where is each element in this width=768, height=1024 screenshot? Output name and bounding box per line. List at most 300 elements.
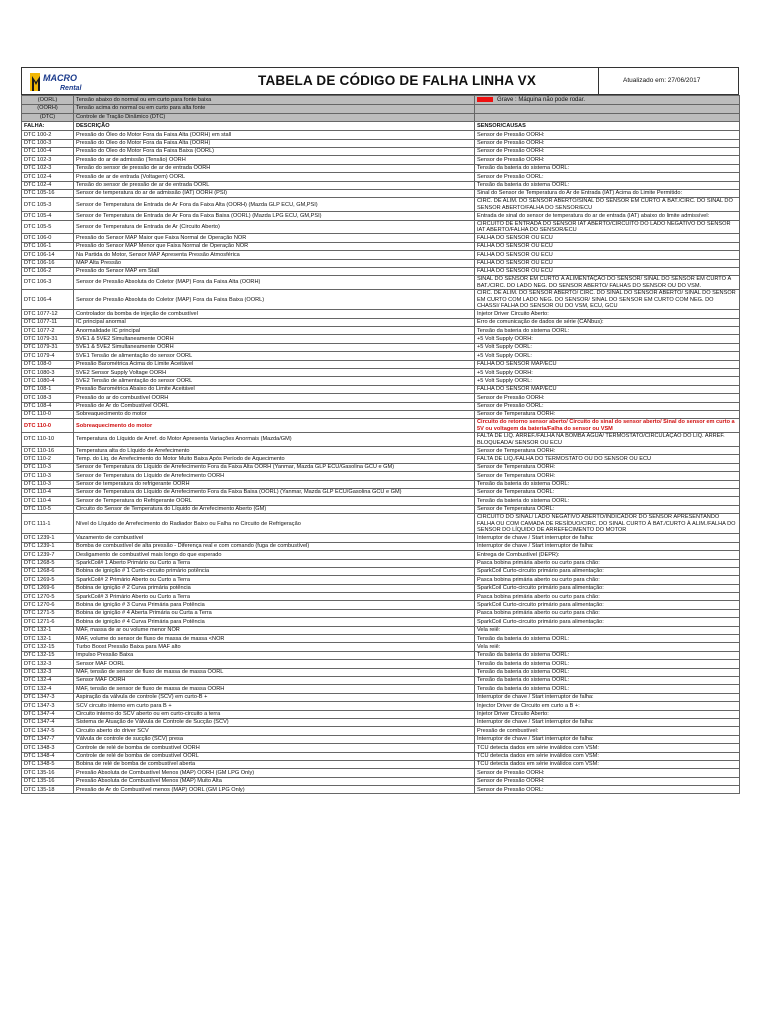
fault-code-cell: DTC 132-1 (22, 626, 74, 634)
table-row (22, 651, 740, 659)
table-row (22, 488, 740, 496)
table-row (22, 463, 740, 471)
description-cell: Sensor de temperatura do refrigerante OORH (74, 480, 475, 488)
table-row (22, 267, 740, 275)
fault-code-cell: DTC 132-4 (22, 685, 74, 693)
table-row (22, 702, 740, 710)
description-cell: 5VE1 & 5VE2 Simultaneamente OORH (74, 343, 475, 351)
fault-code-cell: DTC 1347-5 (22, 727, 74, 735)
cause-cell: Tensão da bateria do sistema OORL: (475, 685, 740, 693)
table-row (22, 551, 740, 559)
legend-row-dtc (22, 113, 740, 122)
legend-description: Controle de Tração Dinâmico (DTC) (74, 113, 475, 122)
fault-code-cell: DTC 102-4 (22, 181, 74, 189)
fault-code-cell: DTC 1348-4 (22, 752, 74, 760)
table-row (22, 360, 740, 368)
legend-row-oorh (22, 104, 740, 113)
cause-cell: Circuito do retorno sensor aberto/ Circuito do sinal do sensor aberto/ Sinal do sensor em curto a 5V ou voltagem da bateria/Falha do sensor ou VSM (475, 419, 740, 433)
cause-cell: Entrega de Combustível (DEPR): (475, 551, 740, 559)
fault-code-cell: DTC 100-4 (22, 147, 74, 155)
fault-code-cell: DTC 105-16 (22, 189, 74, 197)
description-cell: Controle de relé de bomba de combustível OORH (74, 744, 475, 752)
cause-cell: Tensão da bateria do sistema OORL: (475, 660, 740, 668)
fault-code-cell: DTC 135-18 (22, 786, 74, 794)
fault-code-cell: DTC 1347-3 (22, 693, 74, 701)
table-row (22, 505, 740, 513)
table-row (22, 542, 740, 550)
description-cell: Tensão do sensor de pressão de ar de entrada OORH (74, 164, 475, 172)
table-row (22, 139, 740, 147)
description-cell: Pressão do Sensor MAP em Stall (74, 267, 475, 275)
fault-code-cell: DTC 110-2 (22, 455, 74, 463)
description-cell: SparkCoil# 2 Primário Aberto ou Curto a Terra (74, 576, 475, 584)
table-row (22, 327, 740, 335)
cause-cell: Tensão da bateria do sistema OORL: (475, 651, 740, 659)
cause-cell: Sensor de Pressão OORL: (475, 786, 740, 794)
description-cell: MAP Alta Pressão (74, 259, 475, 267)
table-row (22, 643, 740, 651)
table-row (22, 310, 740, 318)
column-header-causes: SENSOR/CAUSAS (475, 122, 740, 131)
table-row (22, 497, 740, 505)
cause-cell: SINAL DO SENSOR EM CURTO À ALIMENTAÇÃO DO SENSOR/ SINAL DO SENSOR EM CURTO À BAT./CIRC. DO LADO NEG. DO SENSOR ABERTO/ FALHAS DO SENSOR OU DO VSM. (475, 276, 740, 290)
cause-cell: FALHA DO SENSOR MAP/ECU (475, 360, 740, 368)
description-cell: Vazamento de combustível (74, 534, 475, 542)
table-row (22, 618, 740, 626)
description-cell: Sensor de Temperatura do Líquido de Arrefecimento Fora da Faixa Alta OORH (Yanmar, Mazda GLP ECU/Gasolina GCU e GM) (74, 463, 475, 471)
legend-note (475, 113, 740, 122)
legend-code: (OORL) (22, 96, 74, 105)
description-cell: Sensor de Pressão Absoluta do Coletor (MAP) Fora da Faixa Alta (OORH) (74, 276, 475, 290)
description-cell: SCV circuito interno em curto para B + (74, 702, 475, 710)
table-row (22, 212, 740, 220)
description-cell: Pressão do ar de admissão (Tensão) OORH (74, 156, 475, 164)
description-cell: Pressão do ar do combustível OORH (74, 394, 475, 402)
table-row (22, 593, 740, 601)
cause-cell: Tensão da bateria do sistema OORL: (475, 668, 740, 676)
table-row (22, 601, 740, 609)
table-row (22, 735, 740, 743)
description-cell: Nível do Líquido de Arrefecimento do Radiador Baixo ou Falha no Circuito de Refrigeração (74, 514, 475, 534)
table-row (22, 559, 740, 567)
description-cell: Bobina de relé de bomba de combustível aberta (74, 760, 475, 768)
fault-code-cell: DTC 1077-11 (22, 318, 74, 326)
fault-code-cell: DTC 1239-1 (22, 534, 74, 542)
fault-code-cell: DTC 108-3 (22, 394, 74, 402)
fault-code-cell: DTC 111-1 (22, 514, 74, 534)
description-cell: Pressão do Óleo do Motor Fora da Faixa Baixa (OORL) (74, 147, 475, 155)
table-row (22, 677, 740, 685)
description-cell: Controlador da bomba de injeção de combustível (74, 310, 475, 318)
table-row (22, 131, 740, 139)
fault-code-cell: DTC 1079-31 (22, 343, 74, 351)
table-row (22, 156, 740, 164)
description-cell: Bobina de ignição # 4 Aberta Primária ou Curta a Terra (74, 609, 475, 617)
fault-code-cell: DTC 110-3 (22, 463, 74, 471)
fault-code-cell: DTC 132-3 (22, 668, 74, 676)
cause-cell: Vela reiê: (475, 626, 740, 634)
fault-code-cell: DTC 1348-3 (22, 744, 74, 752)
cause-cell: Sensor de Pressão OORH: (475, 131, 740, 139)
fault-code-cell: DTC 110-0 (22, 419, 74, 433)
description-cell: Circuito aberto do driver SCV (74, 727, 475, 735)
cause-cell: Tensão da bateria do sistema OORL: (475, 635, 740, 643)
fault-code-cell: DTC 1347-7 (22, 735, 74, 743)
table-row (22, 685, 740, 693)
description-cell: Bomba de combustível de alta pressão - Diferença real e com comando (fuga de combustível) (74, 542, 475, 550)
table-row (22, 251, 740, 259)
table-row (22, 419, 740, 433)
fault-code-cell: DTC 110-3 (22, 480, 74, 488)
cause-cell: +5 Volt Supply OORL: (475, 343, 740, 351)
cause-cell: Tensão da bateria do sistema OORL: (475, 181, 740, 189)
description-cell: Pressão de Ar do Combustível menos (MAP) OORL (GM LPG Only) (74, 786, 475, 794)
table-row (22, 352, 740, 360)
cause-cell: Pasca bobina primária aberto ou curto para chão: (475, 576, 740, 584)
fault-code-cell: DTC 106-4 (22, 290, 74, 310)
cause-cell: Interruptor de chave / Start interruptor de falha: (475, 534, 740, 542)
fault-code-cell: DTC 1270-5 (22, 593, 74, 601)
fault-code-cell: DTC 108-1 (22, 385, 74, 393)
severity-swatch (477, 97, 493, 102)
description-cell: Sobreaquecimento do motor (74, 411, 475, 419)
cause-cell: TCU detecta dados em série inválidos com VSM: (475, 752, 740, 760)
severity-note: Grave : Máquina não pode rodar. (497, 96, 586, 103)
fault-code-cell: DTC 1077-2 (22, 327, 74, 335)
table-row (22, 385, 740, 393)
cause-cell: Tensão da bateria do sistema OORL: (475, 164, 740, 172)
table-row (22, 276, 740, 290)
table-row (22, 259, 740, 267)
cause-cell: Tensão da bateria do sistema OORL: (475, 327, 740, 335)
description-cell: Sensor MAF OORL (74, 660, 475, 668)
description-cell: Pressão do Sensor MAP Menor que Faixa Normal de Operação NOR (74, 242, 475, 250)
description-cell: Pressão do Óleo do Motor Fora da Faixa Alta (OORH) em stall (74, 131, 475, 139)
table-row (22, 777, 740, 785)
cause-cell: CIRCUITO DO SINAL/ LADO NEGATIVO ABERTO/INDICADOR DO SENSOR APRESENTANDO FALHA OU COM CAMADA DE RESÍDUO/CIRC. DO SINAL CURTO À BAT./CURTO À ALIM./FALHA DO SENSOR DO LÍQUIDO DE ARREFECIMENTO DO MOTOR (475, 514, 740, 534)
table-row (22, 455, 740, 463)
fault-code-cell: DTC 1077-12 (22, 310, 74, 318)
description-cell: Temperatura do Líquido de Arref. do Motor Apresenta Variações Anormais (Mazda/GM) (74, 433, 475, 447)
fault-code-cell: DTC 105-3 (22, 198, 74, 212)
fault-code-cell: DTC 132-1 (22, 635, 74, 643)
fault-code-cell: DTC 106-14 (22, 251, 74, 259)
description-cell: Sensor de Temperatura de Entrada de Ar Fora da Faixa Alta (OORH) (Mazda GLP ECU, GM,PSI) (74, 198, 475, 212)
cause-cell: FALHA DO SENSOR OU ECU (475, 267, 740, 275)
fault-code-cell: DTC 1239-1 (22, 542, 74, 550)
description-cell: Pressão Absoluta de Combustível Menos (MAP) OORH (GM LPG Only) (74, 769, 475, 777)
cause-cell: Interruptor de chave / Start interruptor de falha: (475, 718, 740, 726)
cause-cell: Sensor de Pressão OORL: (475, 173, 740, 181)
table-row (22, 447, 740, 455)
description-cell: Turbo Boost Pressão Baixa para MAF alto (74, 643, 475, 651)
table-row (22, 576, 740, 584)
cause-cell: Interruptor de chave / Start interruptor de falha: (475, 735, 740, 743)
table-row (22, 710, 740, 718)
cause-cell: +5 Volt Supply OORL: (475, 352, 740, 360)
cause-cell: SparkCoil Curto-circuito primário para alimentação: (475, 601, 740, 609)
fault-code-cell: DTC 102-3 (22, 156, 74, 164)
fault-code-cell: DTC 1347-4 (22, 710, 74, 718)
cause-cell: Sensor de Pressão OORH: (475, 147, 740, 155)
fault-code-cell: DTC 106-3 (22, 276, 74, 290)
table-row (22, 411, 740, 419)
description-cell: Impulso Pressão Baixa (74, 651, 475, 659)
description-cell: Sensor de Temperatura do Refrigerante OORL (74, 497, 475, 505)
cause-cell: Pasca bobina primária aberto ou curto para chão: (475, 559, 740, 567)
cause-cell: Injector Driver de Circuito em curto a B +: (475, 702, 740, 710)
description-cell: Pressão Barométrica Acima do Limite Aceitável (74, 360, 475, 368)
fault-code-cell: DTC 108-4 (22, 402, 74, 410)
table-row (22, 242, 740, 250)
fault-code-cell: DTC 110-4 (22, 497, 74, 505)
fault-code-cell: DTC 1239-7 (22, 551, 74, 559)
cause-cell: Sensor de Temperatura OORH: (475, 447, 740, 455)
description-cell: Sobreaquecimento do motor (74, 419, 475, 433)
cause-cell: TCU detecta dados em série inválidos com VSM: (475, 760, 740, 768)
description-cell: Sensor de Temperatura do Líquido de Arrefecimento Fora da Faixa Baixa (OORL) (Yanmar, Mazda GLP ECU/Gasolina GCU e GM) (74, 488, 475, 496)
table-row (22, 433, 740, 447)
cause-cell: Interruptor de chave / Start interruptor de falha: (475, 542, 740, 550)
cause-cell: Sensor de Temperatura OORL: (475, 505, 740, 513)
table-row (22, 718, 740, 726)
cause-cell: Sensor de Pressão OORH: (475, 156, 740, 164)
table-row (22, 147, 740, 155)
description-cell: MAF, tensão de sensor de fluxo de massa de massa OORL (74, 668, 475, 676)
fault-code-cell: DTC 110-5 (22, 505, 74, 513)
fault-code-cell: DTC 110-10 (22, 433, 74, 447)
description-cell: Válvula de controle de sucção (SCV) presa (74, 735, 475, 743)
description-cell: SparkCoil# 1 Aberto Primário ou Curto a Terra (74, 559, 475, 567)
legend-code: (DTC) (22, 113, 74, 122)
cause-cell: Entrada de sinal do sensor de temperatura do ar de entrada (IAT) abaixo do limite admissível: (475, 212, 740, 220)
fault-code-cell: DTC 105-5 (22, 220, 74, 234)
cause-cell: CIRC. DE ALIM. DO SENSOR ABERTO/SINAL DO SENSOR EM CURTO À BAT./CIRC. DO SINAL DO SENSOR ABERTO/FALHA DO SENSOR/ECU (475, 198, 740, 212)
cause-cell: Sensor de Pressão OORL: (475, 402, 740, 410)
fault-code-cell: DTC 135-16 (22, 777, 74, 785)
table-row (22, 668, 740, 676)
cause-cell: Erro de comunicação de dados de série (CANbus): (475, 318, 740, 326)
description-cell: 5VE2 Tensão de alimentação do sensor OORL (74, 377, 475, 385)
description-cell: Pressão do Sensor MAP Maior que Faixa Normal de Operação NOR (74, 234, 475, 242)
svg-text:MACRO: MACRO (43, 73, 77, 83)
description-cell: Tensão do sensor de pressão de ar de entrada OORL (74, 181, 475, 189)
fault-code-cell: DTC 102-3 (22, 164, 74, 172)
fault-code-cell: DTC 1080-3 (22, 369, 74, 377)
table-row (22, 480, 740, 488)
cause-cell: CIRCUITO DE ENTRADA DO SENSOR IAT ABERTO/CIRCUITO DO LADO NEGATIVO DO SENSOR IAT ABERTO/FALHA DO SENSOR/ECU (475, 220, 740, 234)
table-row (22, 173, 740, 181)
fault-code-cell: DTC 1271-5 (22, 609, 74, 617)
description-cell: 5VE1 & 5VE2 Simultaneamente OORH (74, 335, 475, 343)
table-row (22, 402, 740, 410)
cause-cell: Pasca bobina primária aberto ou curto para chão: (475, 609, 740, 617)
description-cell: Sensor de Temperatura de Entrada de Ar (Circuito Aberto) (74, 220, 475, 234)
description-cell: Sensor de temperatura do ar de admissão (IAT) OORH (PSI) (74, 189, 475, 197)
fault-code-cell: DTC 1079-31 (22, 335, 74, 343)
cause-cell: Sensor de Temperatura OORH: (475, 411, 740, 419)
cause-cell: Sensor de Pressão OORH: (475, 777, 740, 785)
fault-code-cell: DTC 1268-5 (22, 559, 74, 567)
cause-cell: CIRC. DE ALIM. DO SENSOR ABERTO/ CIRC. DO SINAL DO SENSOR ABERTO/ SINAL DO SENSOR EM CURTO COM LADO NEG. DO SENSOR/ SINAL DO SENSOR EM CURTO COM NEG. DO CHASSI/ FALHA DO SENSOR OU DO VSM, ECU, GCU (475, 290, 740, 310)
cause-cell: SparkCoil Curto-circuito primário para alimentação: (475, 618, 740, 626)
cause-cell: +5 Volt Supply OORH: (475, 335, 740, 343)
cause-cell: Sensor de Pressão OORH: (475, 769, 740, 777)
description-cell: Circuito do Sensor de Temperatura do Líquido de Arrefecimento Aberto (GM) (74, 505, 475, 513)
fault-code-sheet (21, 67, 739, 794)
fault-code-cell: DTC 102-4 (22, 173, 74, 181)
fault-code-cell: DTC 105-4 (22, 212, 74, 220)
cause-cell: FALHA DO SENSOR OU ECU (475, 259, 740, 267)
description-cell: Temp. do Liq. de Arrefecimento do Motor Muito Baixa Após Período de Aquecimento (74, 455, 475, 463)
description-cell: Sensor de Pressão Absoluta do Coletor (MAP) Fora da Faixa Baixa (OORL) (74, 290, 475, 310)
table-row (22, 189, 740, 197)
fault-code-cell: DTC 1269-5 (22, 576, 74, 584)
description-cell: MAF, massa de ar ou volume menor NOR (74, 626, 475, 634)
cause-cell: SparkCoil Curto-circuito primário para alimentação: (475, 584, 740, 592)
table-row (22, 290, 740, 310)
description-cell: Pressão Absoluta de Combustível Menos (MAP) Muito Alta (74, 777, 475, 785)
description-cell: Bobina de ignição # 1 Curto-circuito primário potência (74, 567, 475, 575)
fault-code-cell: DTC 132-3 (22, 660, 74, 668)
description-cell: Sensor de Temperatura de Entrada de Ar Fora da Faixa Baixa (OORL) (Mazda LPG ECU, GM,PSI) (74, 212, 475, 220)
table-row (22, 343, 740, 351)
description-cell: Na Partida do Motor, Sensor MAP Apresenta Pressão Atmosférica (74, 251, 475, 259)
description-cell: Anormalidade IC principal (74, 327, 475, 335)
legend-row-oorl (22, 96, 740, 105)
cause-cell: Tensão da bateria do sistema OORL: (475, 497, 740, 505)
table-row (22, 472, 740, 480)
table-row (22, 198, 740, 212)
description-cell: Temperatura alta do Líquido de Arrefecimento (74, 447, 475, 455)
description-cell: Sensor de Temperatura do Líquido de Arrefecimento OORH (74, 472, 475, 480)
table-row (22, 693, 740, 701)
fault-code-cell: DTC 100-2 (22, 131, 74, 139)
table-header-row (22, 122, 740, 131)
cause-cell: Sensor de Temperatura OORH: (475, 463, 740, 471)
column-header-fault: FALHA: (22, 122, 74, 131)
cause-cell: Pressão de combustível: (475, 727, 740, 735)
description-cell: Desligamento de combustível mais longo do que esperado (74, 551, 475, 559)
cause-cell: Sensor de Pressão OORH: (475, 139, 740, 147)
table-row (22, 609, 740, 617)
table-row (22, 769, 740, 777)
fault-code-cell: DTC 106-0 (22, 234, 74, 242)
cause-cell: Injetor Driver Circuito Aberto: (475, 710, 740, 718)
cause-cell: Sensor de Temperatura OORL: (475, 488, 740, 496)
table-row (22, 369, 740, 377)
cause-cell: FALHA DO SENSOR OU ECU (475, 242, 740, 250)
cause-cell: Interruptor de chave / Start interruptor de falha: (475, 693, 740, 701)
cause-cell: Tensão da bateria do sistema OORL: (475, 677, 740, 685)
table-row (22, 727, 740, 735)
cause-cell: Vela reiê: (475, 643, 740, 651)
fault-code-cell: DTC 106-1 (22, 242, 74, 250)
table-row (22, 377, 740, 385)
fault-code-cell: DTC 106-16 (22, 259, 74, 267)
table-row (22, 534, 740, 542)
cause-cell: +5 Volt Supply OORL: (475, 377, 740, 385)
description-cell: Bobina de ignição # 2 Curva primária potência (74, 584, 475, 592)
cause-cell: Sinal do Sensor de Temperatura do Ar de Entrada (IAT) Acima do Limite Permitido: (475, 189, 740, 197)
fault-code-cell: DTC 1271-6 (22, 618, 74, 626)
document-header (21, 67, 739, 95)
description-cell: MAF, tensão de sensor de fluxo de massa de massa OORH (74, 685, 475, 693)
cause-cell: FALHA DO SENSOR OU ECU (475, 251, 740, 259)
table-row (22, 635, 740, 643)
description-cell: Pressão de ar de entrada (Voltagem) OORL (74, 173, 475, 181)
table-row (22, 181, 740, 189)
fault-code-cell: DTC 1268-6 (22, 567, 74, 575)
table-row (22, 584, 740, 592)
fault-code-cell: DTC 132-15 (22, 643, 74, 651)
page-title: TABELA DE CÓDIGO DE FALHA LINHA VX (258, 73, 537, 88)
cause-cell: FALHA DO SENSOR MAP/ECU (475, 385, 740, 393)
table-row (22, 335, 740, 343)
fault-code-table (21, 95, 740, 794)
cause-cell: SparkCoil Curto-circuito primário para alimentação: (475, 567, 740, 575)
fault-code-cell: DTC 110-3 (22, 472, 74, 480)
cause-cell: Sensor de Pressão OORH: (475, 394, 740, 402)
cause-cell: TCU detecta dados em série inválidos com VSM: (475, 744, 740, 752)
cause-cell: Sensor de Temperatura OORH: (475, 472, 740, 480)
legend-code: (OORH) (22, 104, 74, 113)
description-cell: Circuito interno do SCV aberto ou em curto-circuito a terra (74, 710, 475, 718)
description-cell: Pressão do Óleo do Motor Fora da Faixa Alta (OORH) (74, 139, 475, 147)
severity-legend (475, 96, 740, 105)
table-row (22, 514, 740, 534)
table-row (22, 318, 740, 326)
description-cell: 5VE1 Tensão de alimentação do sensor OORL (74, 352, 475, 360)
description-cell: Sistema de Atuação de Válvula de Controle de Sucção (SCV) (74, 718, 475, 726)
table-row (22, 786, 740, 794)
description-cell: 5VE2 Sensor Supply Voltage OORH (74, 369, 475, 377)
description-cell: Controle de relé de bomba de combustível OORL (74, 752, 475, 760)
description-cell: Aspiração da válvula de controle (SCV) em curto-B + (74, 693, 475, 701)
macro-rental-logo (30, 70, 116, 94)
table-row (22, 220, 740, 234)
table-row (22, 394, 740, 402)
fault-code-cell: DTC 1080-4 (22, 377, 74, 385)
updated-date: Atualizado em: 27/06/2017 (598, 68, 738, 94)
table-row (22, 234, 740, 242)
cause-cell: Injetor Driver Circuito Aberto: (475, 310, 740, 318)
fault-code-cell: DTC 110-4 (22, 488, 74, 496)
cause-cell: FALTA DE LIQ. ARREF./FALHA NA BOMBA ÁGUA/ TERMOSTATO/CIRCULAÇÃO DO LIQ. ARREF. BLOQUEADA/ SENSOR OU ECU (475, 433, 740, 447)
svg-text:Rental: Rental (60, 85, 82, 92)
fault-code-cell: DTC 110-0 (22, 411, 74, 419)
table-row (22, 660, 740, 668)
description-cell: SparkCoil# 3 Primário Aberto ou Curto a Terra (74, 593, 475, 601)
legend-note (475, 104, 740, 113)
fault-code-cell: DTC 135-16 (22, 769, 74, 777)
fault-code-cell: DTC 1348-5 (22, 760, 74, 768)
table-row (22, 752, 740, 760)
fault-code-cell: DTC 100-3 (22, 139, 74, 147)
fault-code-cell: DTC 1269-6 (22, 584, 74, 592)
cause-cell: FALTA DE LIQ./FALHA DO TERMOSTATO OU DO SENSOR OU ECU (475, 455, 740, 463)
description-cell: Pressão Barométrica Abaixo do Limite Aceitável (74, 385, 475, 393)
table-row (22, 567, 740, 575)
fault-code-cell: DTC 108-0 (22, 360, 74, 368)
legend-description: Tensão abaixo do normal ou em curto para fonte baixa (74, 96, 475, 105)
fault-code-cell: DTC 1347-3 (22, 702, 74, 710)
fault-code-cell: DTC 106-2 (22, 267, 74, 275)
fault-code-cell: DTC 1347-4 (22, 718, 74, 726)
description-cell: MAF, volume do sensor de fluxo de massa de massa <NOR (74, 635, 475, 643)
fault-code-cell: DTC 1079-4 (22, 352, 74, 360)
fault-code-cell: DTC 1270-6 (22, 601, 74, 609)
